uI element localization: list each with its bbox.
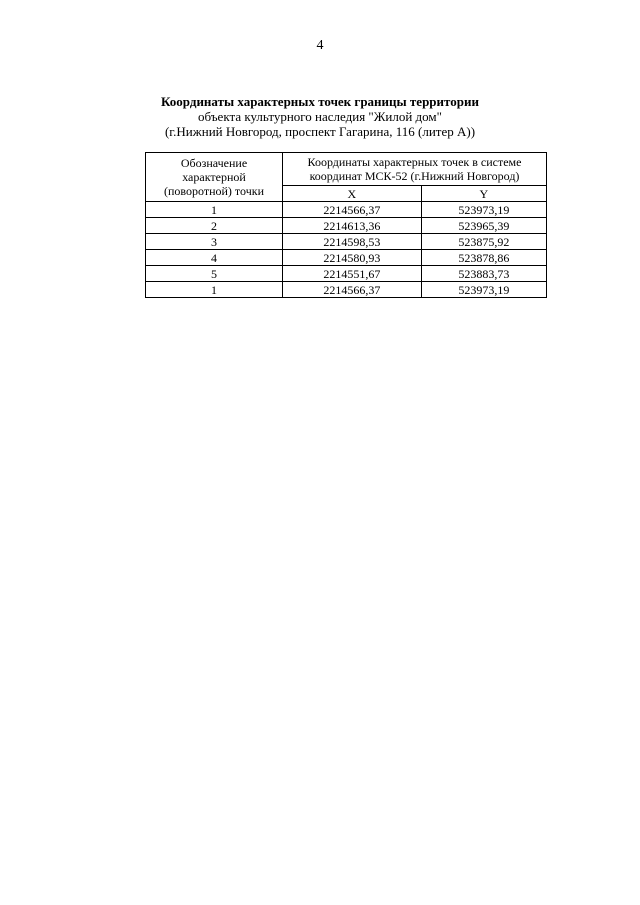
cell-x: 2214551,67 [283,266,422,282]
cell-x: 2214598,53 [283,234,422,250]
cell-point: 2 [146,218,283,234]
cell-point: 3 [146,234,283,250]
table-header-row [146,153,547,186]
table-row [146,250,547,266]
header-x: X [283,186,422,202]
cell-point: 4 [146,250,283,266]
cell-y: 523965,39 [421,218,546,234]
header-system-line: Координаты характерных точек в системе [307,155,522,169]
table-row [146,282,547,298]
cell-point: 1 [146,282,283,298]
header-point-line: характерной [182,170,246,184]
cell-y: 523883,73 [421,266,546,282]
header-point-line: (поворотной) точки [164,184,264,198]
cell-point: 5 [146,266,283,282]
table-row [146,202,547,218]
cell-y: 523973,19 [421,202,546,218]
table-row [146,266,547,282]
document-title: Координаты характерных точек границы территории [161,94,479,109]
coordinates-table [145,152,547,298]
page-number: 4 [316,38,324,53]
cell-point: 1 [146,202,283,218]
header-system-line: координат МСК-52 (г.Нижний Новгород) [309,169,520,183]
cell-y: 523875,92 [421,234,546,250]
document-subtitle: объекта культурного наследия "Жилой дом" [198,109,442,124]
header-y: Y [421,186,546,202]
document-heading [0,94,640,139]
cell-y: 523878,86 [421,250,546,266]
header-coordinate-system [283,153,547,186]
cell-x: 2214613,36 [283,218,422,234]
header-point-designation [146,153,283,202]
cell-x: 2214566,37 [283,282,422,298]
cell-x: 2214580,93 [283,250,422,266]
table-row [146,234,547,250]
cell-y: 523973,19 [421,282,546,298]
table-row [146,218,547,234]
document-address: (г.Нижний Новгород, проспект Гагарина, 116 (литер А)) [164,124,476,139]
header-point-line: Обозначение [180,156,248,170]
cell-x: 2214566,37 [283,202,422,218]
